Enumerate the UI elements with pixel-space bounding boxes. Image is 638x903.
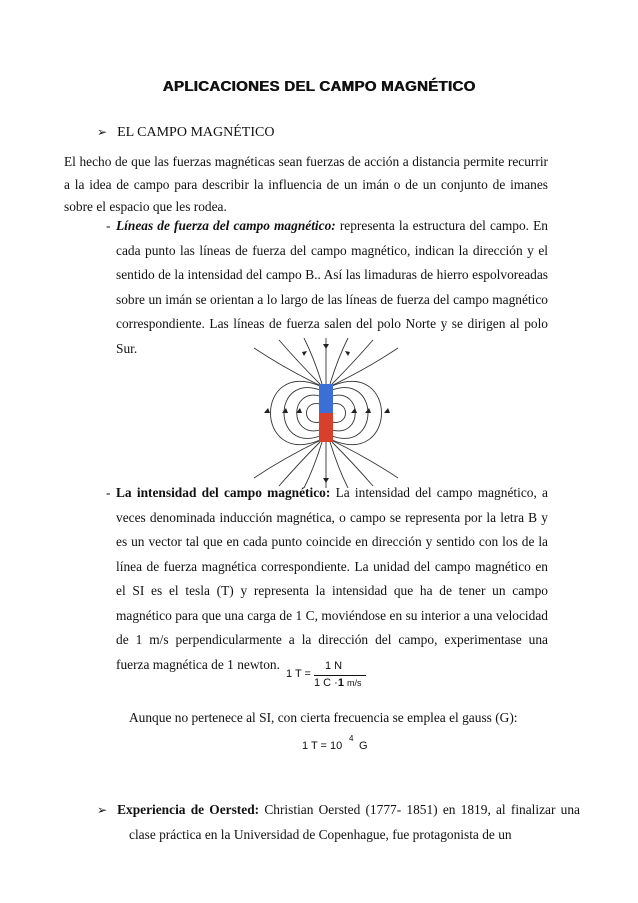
field-intensity-text: La intensidad del campo magnético, a veces denominada inducción magnética, o campo se representa por la letra B y es un vector tal que en cada punto coincide en dirección y sentido con los de la línea de fuerza magnética correspondiente. La unidad del campo magnético en el SI es el tesla (T) y representa la intensidad que ha de tener un campo magnético para que una carga de 1 C, moviéndose en su interior a una velocidad de 1 m/s perpendicularmente a la dirección del campo, experimentase una fuerza magnética de 1 newton.: [116, 485, 548, 672]
field-lines-text: representa la estructura del campo. En cada punto las líneas de fuerza del campo magnético, indican la dirección y el sentido de la intensidad del campo B.. Así las limaduras de hierro espolvoreadas sobre un imán se orientan a lo largo de las líneas de fuerza del campo magnético correspondiente. Las líneas de fuerza salen del polo Norte y se dirigen al polo Sur.: [116, 218, 548, 356]
arrow-bullet-icon: ➢: [97, 803, 108, 817]
section-heading-text: EL CAMPO MAGNÉTICO: [117, 125, 275, 140]
dash-bullet: -: [106, 485, 111, 500]
dash-bullet: -: [106, 218, 111, 233]
intro-paragraph: El hecho de que las fuerzas magnéticas sean fuerzas de acción a distancia permite recurrir a la idea de campo para describir la influencia de un imán o de un conjunto de imanes sobre el espacio que les rodea.: [64, 154, 548, 214]
oersted-text: Christian Oersted (1777- 1851) en 1819, al finalizar una clase práctica en la Universidad de Copenhague, fue protagonista de un: [129, 802, 581, 842]
section-heading: [97, 125, 274, 141]
oersted-item: [97, 798, 580, 847]
magnetic-field-diagram: [244, 338, 409, 488]
fraction-bar: [314, 675, 366, 676]
north-pole: [319, 384, 333, 413]
gauss-lhs: 1 T = 10: [302, 740, 343, 752]
gauss-note: Aunque no pertenece al SI, con cierta frecuencia se emplea el gauss (G):: [129, 710, 518, 725]
page-title: APLICACIONES DEL CAMPO MAGNÉTICO: [162, 78, 476, 95]
list-item-field-intensity: [106, 481, 548, 677]
term-oersted: Experiencia de Oersted:: [117, 802, 260, 817]
formula-numerator: 1 N: [325, 660, 343, 672]
gauss-exponent: 4: [349, 734, 354, 743]
arrow-bullet-icon: ➢: [97, 125, 108, 139]
formula-lhs: 1 T =: [286, 668, 311, 680]
tesla-formula: [286, 660, 366, 690]
gauss-formula: [302, 734, 372, 756]
formula-denominator: 1 C ·1 m/s: [314, 677, 362, 689]
gauss-unit: G: [359, 740, 368, 752]
term-field-intensity: La intensidad del campo magnético:: [116, 485, 331, 500]
south-pole: [319, 413, 333, 442]
term-field-lines: Líneas de fuerza del campo magnético:: [116, 218, 336, 233]
